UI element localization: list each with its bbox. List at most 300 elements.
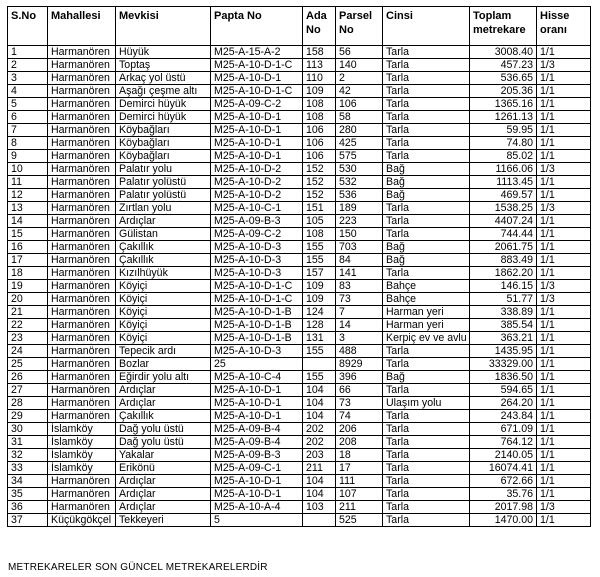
- cell-papta-no-text: M25-A-09-C-1: [214, 462, 282, 474]
- cell-mahallesi: [48, 176, 116, 189]
- cell-hisse-orani: [537, 371, 591, 384]
- cell-hisse-orani-text: 1/1: [540, 371, 555, 383]
- cell-mahallesi: [48, 358, 116, 371]
- cell-mevkisi: [116, 137, 211, 150]
- cell-hisse-orani: [537, 397, 591, 410]
- cell-ada-no-text: 108: [306, 111, 324, 123]
- cell-hisse-orani: [537, 306, 591, 319]
- cell-toplam-metrekare-text: 85.02: [506, 150, 533, 162]
- cell-papta-no: [211, 267, 303, 280]
- cell-papta-no: [211, 332, 303, 345]
- cell-ada-no-text: 113: [306, 59, 323, 71]
- cell-hisse-orani-text: 1/1: [540, 111, 555, 123]
- cell-mahallesi: [48, 488, 116, 501]
- cell-toplam-metrekare: [470, 267, 537, 280]
- cell-sno-text: 34: [11, 475, 23, 487]
- cell-sno: [8, 72, 48, 85]
- cell-parsel-no: [336, 124, 383, 137]
- cell-cinsi: [383, 397, 470, 410]
- cell-ada-no-text: 103: [306, 501, 324, 513]
- cell-hisse-orani-text: 1/1: [540, 189, 555, 201]
- header-cinsi: Cinsi: [383, 7, 470, 46]
- cell-toplam-metrekare: [470, 228, 537, 241]
- cell-ada-no-text: 109: [306, 85, 324, 97]
- cell-ada-no-text: 202: [306, 436, 324, 448]
- cell-papta-no-text: M25-A-09-B-3: [214, 449, 281, 461]
- cell-toplam-metrekare: [470, 397, 537, 410]
- cell-mevkisi-text: Çakıllık: [119, 254, 154, 266]
- cell-mahallesi-text: Harmanören: [51, 137, 110, 149]
- cell-mevkisi: [116, 397, 211, 410]
- cell-sno: [8, 150, 48, 163]
- cell-mevkisi-text: Demirci hüyük: [119, 111, 187, 123]
- cell-hisse-orani-text: 1/1: [540, 228, 555, 240]
- cell-cinsi-text: Bağ: [386, 176, 405, 188]
- cell-ada-no-text: 106: [306, 124, 324, 136]
- cell-cinsi-text: Ulaşım yolu: [386, 397, 442, 409]
- cell-mevkisi-text: Kızılhüyük: [119, 267, 168, 279]
- table-row: [8, 293, 591, 306]
- cell-parsel-no-text: 107: [339, 488, 357, 500]
- cell-parsel-no-text: 208: [339, 436, 357, 448]
- cell-parsel-no-text: 532: [339, 176, 357, 188]
- cell-hisse-orani: [537, 488, 591, 501]
- cell-parsel-no: [336, 306, 383, 319]
- cell-mevkisi: [116, 228, 211, 241]
- table-row: [8, 124, 591, 137]
- cell-cinsi: [383, 436, 470, 449]
- cell-papta-no: [211, 358, 303, 371]
- cell-mahallesi-text: İslamköy: [51, 423, 93, 435]
- cell-papta-no-text: M25-A-10-D-1-B: [214, 319, 292, 331]
- cell-mevkisi: [116, 358, 211, 371]
- cell-parsel-no-text: 8929: [339, 358, 363, 370]
- cell-sno: [8, 176, 48, 189]
- cell-hisse-orani-text: 1/3: [540, 163, 555, 175]
- cell-toplam-metrekare-text: 883.49: [500, 254, 533, 266]
- cell-mahallesi-text: Harmanören: [51, 124, 110, 136]
- cell-toplam-metrekare-text: 1365.16: [494, 98, 533, 110]
- cell-ada-no: [303, 98, 336, 111]
- cell-cinsi: [383, 85, 470, 98]
- cell-parsel-no-text: 3: [339, 332, 345, 344]
- cell-parsel-no-text: 141: [339, 267, 357, 279]
- cell-mevkisi: [116, 267, 211, 280]
- cell-sno-text: 11: [11, 176, 22, 188]
- land-parcel-table-region: [7, 6, 590, 558]
- cell-ada-no-text: 158: [306, 46, 324, 58]
- cell-parsel-no-text: 530: [339, 163, 357, 175]
- cell-ada-no: [303, 150, 336, 163]
- cell-cinsi-text: Harman yeri: [386, 319, 444, 331]
- cell-toplam-metrekare: [470, 280, 537, 293]
- cell-toplam-metrekare: [470, 410, 537, 423]
- cell-hisse-orani: [537, 111, 591, 124]
- cell-sno-text: 5: [11, 98, 17, 110]
- cell-mevkisi: [116, 98, 211, 111]
- cell-cinsi-text: Tarla: [386, 488, 409, 500]
- cell-hisse-orani: [537, 202, 591, 215]
- cell-ada-no: [303, 46, 336, 59]
- cell-hisse-orani: [537, 176, 591, 189]
- cell-cinsi-text: Kerpiç ev ve avlu: [386, 332, 467, 344]
- cell-sno-text: 29: [11, 410, 23, 422]
- cell-parsel-no: [336, 228, 383, 241]
- cell-toplam-metrekare-text: 469.57: [500, 189, 533, 201]
- cell-parsel-no-text: 223: [339, 215, 357, 227]
- cell-mevkisi-text: Demirci hüyük: [119, 98, 187, 110]
- cell-mahallesi-text: Harmanören: [51, 371, 110, 383]
- cell-sno-text: 13: [11, 202, 23, 214]
- cell-papta-no: [211, 254, 303, 267]
- cell-mevkisi: [116, 488, 211, 501]
- cell-hisse-orani: [537, 501, 591, 514]
- cell-ada-no: [303, 501, 336, 514]
- cell-hisse-orani-text: 1/1: [540, 254, 555, 266]
- cell-cinsi-text: Bağ: [386, 254, 405, 266]
- cell-toplam-metrekare: [470, 358, 537, 371]
- cell-hisse-orani-text: 1/3: [540, 59, 555, 71]
- cell-sno-text: 30: [11, 423, 23, 435]
- cell-ada-no: [303, 267, 336, 280]
- table-row: [8, 358, 591, 371]
- cell-hisse-orani-text: 1/1: [540, 397, 555, 409]
- cell-parsel-no: [336, 163, 383, 176]
- cell-cinsi-text: Bahçe: [386, 280, 417, 292]
- cell-mahallesi-text: İslamköy: [51, 449, 93, 461]
- cell-cinsi: [383, 345, 470, 358]
- cell-sno: [8, 410, 48, 423]
- cell-parsel-no: [336, 150, 383, 163]
- cell-ada-no: [303, 345, 336, 358]
- cell-papta-no: [211, 163, 303, 176]
- cell-hisse-orani: [537, 98, 591, 111]
- cell-mahallesi-text: Harmanören: [51, 72, 110, 84]
- cell-cinsi-text: Tarla: [386, 124, 409, 136]
- cell-toplam-metrekare: [470, 72, 537, 85]
- cell-sno: [8, 436, 48, 449]
- cell-parsel-no: [336, 462, 383, 475]
- cell-papta-no-text: M25-A-10-D-3: [214, 254, 282, 266]
- cell-mahallesi: [48, 436, 116, 449]
- cell-papta-no-text: M25-A-10-D-1: [214, 72, 282, 84]
- cell-hisse-orani-text: 1/1: [540, 384, 555, 396]
- cell-hisse-orani-text: 1/1: [540, 215, 555, 227]
- cell-ada-no: [303, 436, 336, 449]
- cell-toplam-metrekare: [470, 189, 537, 202]
- cell-parsel-no: [336, 423, 383, 436]
- cell-mevkisi: [116, 332, 211, 345]
- cell-mahallesi-text: Harmanören: [51, 410, 110, 422]
- cell-cinsi: [383, 293, 470, 306]
- cell-parsel-no: [336, 319, 383, 332]
- cell-mevkisi-text: Köyiçi: [119, 319, 148, 331]
- cell-papta-no: [211, 488, 303, 501]
- cell-mahallesi-text: Harmanören: [51, 150, 110, 162]
- cell-toplam-metrekare-text: 457.23: [500, 59, 533, 71]
- cell-mahallesi-text: Harmanören: [51, 293, 110, 305]
- cell-mevkisi-text: Tepecik ardı: [119, 345, 177, 357]
- cell-papta-no: [211, 59, 303, 72]
- cell-papta-no: [211, 306, 303, 319]
- cell-parsel-no: [336, 293, 383, 306]
- cell-sno-text: 31: [11, 436, 23, 448]
- cell-mevkisi: [116, 423, 211, 436]
- cell-cinsi: [383, 150, 470, 163]
- header-parsel-no: Parsel No: [336, 7, 383, 46]
- cell-papta-no: [211, 202, 303, 215]
- cell-toplam-metrekare-text: 4407.24: [494, 215, 533, 227]
- cell-mevkisi-text: Ardıçlar: [119, 397, 156, 409]
- cell-parsel-no: [336, 202, 383, 215]
- cell-mevkisi: [116, 111, 211, 124]
- cell-papta-no: [211, 72, 303, 85]
- cell-mevkisi-text: Palatır yolüstü: [119, 189, 187, 201]
- cell-parsel-no-text: 17: [339, 462, 351, 474]
- cell-parsel-no: [336, 436, 383, 449]
- table-row: [8, 371, 591, 384]
- cell-toplam-metrekare-text: 338.89: [500, 306, 533, 318]
- cell-mevkisi: [116, 124, 211, 137]
- cell-mevkisi-text: Yakalar: [119, 449, 155, 461]
- cell-papta-no: [211, 215, 303, 228]
- cell-hisse-orani: [537, 410, 591, 423]
- cell-mahallesi: [48, 150, 116, 163]
- cell-mevkisi: [116, 501, 211, 514]
- cell-mahallesi-text: Harmanören: [51, 215, 110, 227]
- cell-mevkisi-text: Palatır yolüstü: [119, 176, 187, 188]
- cell-sno-text: 27: [11, 384, 23, 396]
- cell-ada-no: [303, 306, 336, 319]
- cell-sno-text: 19: [11, 280, 23, 292]
- cell-cinsi-text: Bağ: [386, 163, 405, 175]
- cell-parsel-no-text: 140: [339, 59, 357, 71]
- cell-papta-no-text: M25-A-09-C-2: [214, 98, 282, 110]
- cell-ada-no: [303, 59, 336, 72]
- cell-sno-text: 36: [11, 501, 23, 513]
- cell-hisse-orani: [537, 254, 591, 267]
- cell-mevkisi-text: Köybağları: [119, 137, 170, 149]
- cell-parsel-no-text: 280: [339, 124, 357, 136]
- cell-ada-no: [303, 462, 336, 475]
- cell-mevkisi: [116, 215, 211, 228]
- cell-sno-text: 23: [11, 332, 23, 344]
- cell-sno-text: 22: [11, 319, 23, 331]
- cell-parsel-no-text: 211: [339, 501, 356, 513]
- cell-hisse-orani: [537, 267, 591, 280]
- cell-mahallesi: [48, 280, 116, 293]
- cell-toplam-metrekare: [470, 501, 537, 514]
- cell-sno-text: 24: [11, 345, 23, 357]
- cell-cinsi: [383, 371, 470, 384]
- cell-hisse-orani: [537, 280, 591, 293]
- cell-cinsi: [383, 72, 470, 85]
- cell-toplam-metrekare: [470, 514, 537, 527]
- cell-toplam-metrekare-text: 764.12: [500, 436, 533, 448]
- cell-mevkisi: [116, 280, 211, 293]
- cell-mahallesi: [48, 98, 116, 111]
- cell-papta-no: [211, 137, 303, 150]
- cell-parsel-no: [336, 514, 383, 527]
- cell-toplam-metrekare: [470, 293, 537, 306]
- cell-hisse-orani-text: 1/1: [540, 410, 555, 422]
- cell-hisse-orani-text: 1/1: [540, 150, 555, 162]
- cell-parsel-no: [336, 267, 383, 280]
- cell-ada-no: [303, 189, 336, 202]
- cell-parsel-no-text: 2: [339, 72, 345, 84]
- cell-cinsi: [383, 228, 470, 241]
- cell-parsel-no: [336, 72, 383, 85]
- cell-mahallesi: [48, 241, 116, 254]
- cell-cinsi-text: Tarla: [386, 449, 409, 461]
- cell-cinsi-text: Tarla: [386, 228, 409, 240]
- cell-papta-no: [211, 397, 303, 410]
- cell-hisse-orani-text: 1/1: [540, 436, 555, 448]
- cell-mahallesi: [48, 462, 116, 475]
- cell-ada-no: [303, 293, 336, 306]
- cell-toplam-metrekare-text: 1166.06: [495, 163, 533, 175]
- cell-mahallesi-text: Harmanören: [51, 384, 110, 396]
- cell-hisse-orani-text: 1/1: [540, 241, 555, 253]
- cell-ada-no: [303, 384, 336, 397]
- cell-parsel-no: [336, 111, 383, 124]
- cell-mevkisi: [116, 475, 211, 488]
- cell-mahallesi: [48, 137, 116, 150]
- cell-mevkisi: [116, 306, 211, 319]
- cell-parsel-no-text: 83: [339, 280, 351, 292]
- table-row: [8, 423, 591, 436]
- table-row: [8, 85, 591, 98]
- cell-sno-text: 6: [11, 111, 17, 123]
- cell-sno-text: 33: [11, 462, 23, 474]
- cell-papta-no: [211, 176, 303, 189]
- cell-sno: [8, 423, 48, 436]
- cell-toplam-metrekare-text: 1538.25: [494, 202, 533, 214]
- table-header: [8, 7, 591, 46]
- cell-toplam-metrekare-text: 1261.13: [494, 111, 533, 123]
- header-ada-no: Ada No: [303, 7, 336, 46]
- cell-ada-no-text: 155: [306, 371, 324, 383]
- cell-papta-no-text: M25-A-09-B-3: [214, 215, 281, 227]
- cell-sno: [8, 254, 48, 267]
- cell-toplam-metrekare: [470, 215, 537, 228]
- cell-mahallesi-text: Harmanören: [51, 59, 110, 71]
- cell-ada-no: [303, 254, 336, 267]
- cell-ada-no: [303, 72, 336, 85]
- cell-hisse-orani-text: 1/3: [540, 293, 555, 305]
- cell-papta-no-text: M25-A-09-B-4: [214, 436, 281, 448]
- table-row: [8, 397, 591, 410]
- cell-sno: [8, 306, 48, 319]
- cell-sno-text: 32: [11, 449, 23, 461]
- cell-sno-text: 9: [11, 150, 17, 162]
- table-row: [8, 59, 591, 72]
- cell-toplam-metrekare: [470, 176, 537, 189]
- cell-hisse-orani: [537, 332, 591, 345]
- cell-papta-no: [211, 319, 303, 332]
- cell-sno: [8, 202, 48, 215]
- cell-mahallesi: [48, 124, 116, 137]
- table-row: [8, 189, 591, 202]
- cell-cinsi-text: Tarla: [386, 423, 409, 435]
- cell-hisse-orani: [537, 423, 591, 436]
- cell-mevkisi-text: Ardıçlar: [119, 215, 156, 227]
- cell-ada-no: [303, 358, 336, 371]
- cell-mahallesi: [48, 85, 116, 98]
- cell-cinsi-text: Tarla: [386, 384, 409, 396]
- cell-parsel-no: [336, 384, 383, 397]
- cell-parsel-no-text: 111: [339, 475, 356, 487]
- cell-papta-no: [211, 449, 303, 462]
- cell-ada-no: [303, 111, 336, 124]
- table-row: [8, 228, 591, 241]
- cell-hisse-orani-text: 1/1: [540, 449, 555, 461]
- cell-hisse-orani: [537, 59, 591, 72]
- cell-mevkisi-text: Çakıllık: [119, 241, 154, 253]
- cell-ada-no: [303, 449, 336, 462]
- cell-ada-no-text: 104: [306, 475, 324, 487]
- cell-cinsi: [383, 319, 470, 332]
- cell-papta-no: [211, 85, 303, 98]
- cell-hisse-orani: [537, 72, 591, 85]
- cell-sno-text: 35: [11, 488, 23, 500]
- cell-sno: [8, 124, 48, 137]
- cell-papta-no-text: M25-A-10-D-1-C: [214, 85, 293, 97]
- cell-ada-no-text: 131: [306, 332, 324, 344]
- cell-ada-no-text: 152: [306, 189, 324, 201]
- cell-papta-no: [211, 124, 303, 137]
- cell-mahallesi-text: Harmanören: [51, 475, 110, 487]
- cell-cinsi: [383, 358, 470, 371]
- cell-mahallesi: [48, 423, 116, 436]
- cell-mahallesi-text: Harmanören: [51, 228, 110, 240]
- cell-toplam-metrekare: [470, 384, 537, 397]
- cell-toplam-metrekare-text: 16074.41: [488, 462, 533, 474]
- table-row: [8, 241, 591, 254]
- cell-parsel-no-text: 73: [339, 397, 351, 409]
- cell-mahallesi: [48, 72, 116, 85]
- cell-parsel-no-text: 536: [339, 189, 357, 201]
- cell-mahallesi-text: Harmanören: [51, 267, 110, 279]
- cell-toplam-metrekare: [470, 59, 537, 72]
- cell-toplam-metrekare: [470, 163, 537, 176]
- cell-cinsi-text: Bağ: [386, 189, 405, 201]
- cell-cinsi-text: Harman yeri: [386, 306, 444, 318]
- cell-ada-no: [303, 475, 336, 488]
- cell-hisse-orani: [537, 85, 591, 98]
- cell-mevkisi-text: Köybağları: [119, 150, 170, 162]
- cell-cinsi: [383, 462, 470, 475]
- cell-toplam-metrekare: [470, 462, 537, 475]
- cell-cinsi: [383, 176, 470, 189]
- cell-toplam-metrekare-text: 2061.75: [494, 241, 533, 253]
- cell-hisse-orani: [537, 163, 591, 176]
- table-row: [8, 202, 591, 215]
- cell-sno: [8, 332, 48, 345]
- cell-mevkisi: [116, 46, 211, 59]
- cell-sno: [8, 59, 48, 72]
- cell-hisse-orani: [537, 436, 591, 449]
- cell-ada-no: [303, 163, 336, 176]
- cell-ada-no-text: 155: [306, 345, 324, 357]
- cell-cinsi: [383, 501, 470, 514]
- cell-cinsi-text: Tarla: [386, 215, 409, 227]
- cell-mevkisi: [116, 72, 211, 85]
- cell-sno-text: 2: [11, 59, 17, 71]
- cell-cinsi: [383, 124, 470, 137]
- table-row: [8, 46, 591, 59]
- table-row: [8, 488, 591, 501]
